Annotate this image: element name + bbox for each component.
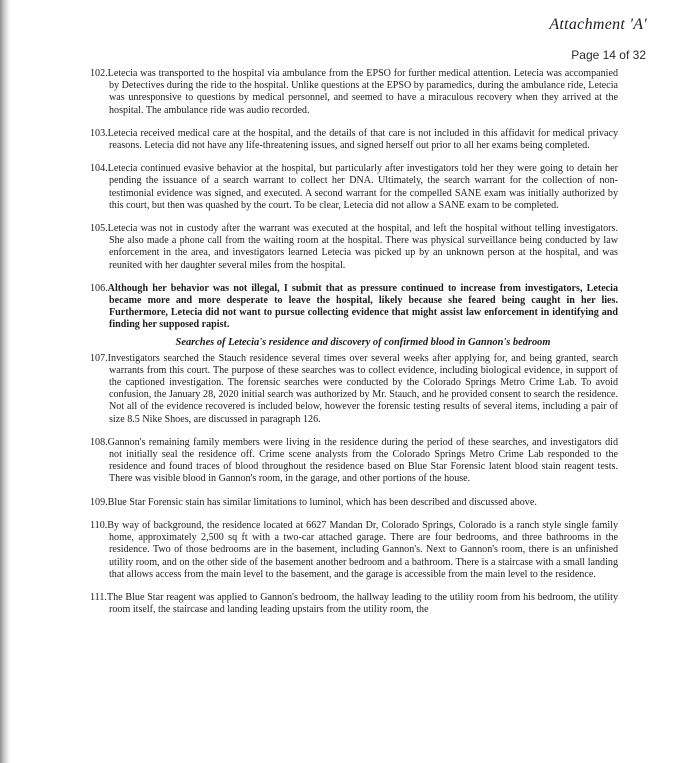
paragraph-number: 102. <box>90 68 108 79</box>
scan-page-edge <box>0 0 10 763</box>
attachment-label: Attachment 'A' <box>549 16 647 33</box>
paragraph-111 <box>90 592 618 616</box>
paragraph-number: 106. <box>90 282 108 294</box>
paragraph-108 <box>90 437 618 486</box>
paragraph-text: Although her behavior was not illegal, I submit that as pressure continued to increase from investigators, Letecia became more and more desperate to leave the hospital, likely because she feared being caught in her lies. Furthermore, Letecia did not want to pursue collecting evidence that might assist law enforcement in identifying and finding her supposed rapist. <box>107 282 618 331</box>
paragraph-105 <box>90 223 618 272</box>
paragraph-109 <box>90 497 618 509</box>
paragraph-number: 111. <box>90 591 107 603</box>
paragraph-text: Gannon's remaining family members were living in the residence during the period of these searches, and investigators did not initially seal the residence off. Crime scene analysts from the Colorado Springs Metro Crime Lab responded to the residence and found traces of blood throughout the residence based on Blue Star Forensic latent blood stain reagent tests. There was visible blood in Gannon's room, in the garage, and other portions of the house. <box>107 436 618 485</box>
paragraph-110 <box>90 520 618 581</box>
section-heading: Searches of Letecia's residence and discovery of confirmed blood in Gannon's bedroom <box>175 336 551 348</box>
paragraph-number: 108. <box>90 436 108 448</box>
paragraph-text: Letecia was transported to the hospital via ambulance from the EPSO for further medical attention. Letecia was accompanied by Detectives during the ride to the hospital. Unlike questions at the EPSO by paramedics, during the ambulance ride, Letecia was unresponsive to questions by medical personnel, and seemed to have a miraculous recovery when they arrived at the hospital. The ambulance ride was audio recorded. <box>107 68 618 116</box>
paragraph-104 <box>90 163 618 212</box>
page-number: Page 14 of 32 <box>571 48 646 62</box>
paragraph-text: By way of background, the residence located at 6627 Mandan Dr, Colorado Springs, Colorado is a ranch style single family home, approximately 2,500 sq ft with a two-car attached garage. There are four bedrooms, and three bathrooms in the residence. Two of those bedrooms are in the basement, including Gannon's. Next to Gannon's room, there is an unfinished utility room, and on the other side of the basement another bedroom and a bathroom. There is a staircase with a small landing that allows access from the main level to the basement, and the garage is accessible from the main level to the residence. <box>107 519 618 580</box>
paragraph-107 <box>90 353 618 426</box>
document-body <box>90 68 618 627</box>
paragraph-text: Blue Star Forensic stain has similar limitations to luminol, which has been described and discussed above. <box>107 496 537 508</box>
paragraph-number: 104. <box>90 163 108 175</box>
paragraph-number: 105. <box>90 223 108 235</box>
paragraph-number: 109. <box>90 496 108 508</box>
paragraph-number: 103. <box>90 127 108 139</box>
paragraph-number: 107. <box>90 352 108 364</box>
paragraph-text: Investigators searched the Stauch residence several times over several weeks after applying for, and being granted, search warrants from this court. The purpose of these searches was to collect evidence, including biological evidence, in support of the captioned investigation. The forensic searches were conducted by the Colorado Springs Metro Crime Lab. To avoid confusion, the January 28, 2020 initial search was authorized by Mr. Stauch, and he provided consent to search the residence. Not all of the evidence recovered is included below, however the forensic testing results of several items, including a pair of size 8.5 Nike Shoes, are discussed in paragraph 126. <box>107 352 618 425</box>
paragraph-103 <box>90 128 618 152</box>
paragraph-102 <box>90 68 618 117</box>
paragraph-text: Letecia continued evasive behavior at the hospital, but particularly after investigators told her they were going to detain her pending the issuance of a search warrant to collect her DNA. Ultimately, the search warrant for the collection of non-testimonial evidence was signed, and executed. A second warrant for the compelled SANE exam was initially authorized by this court, but then was quashed by the court. To be clear, Letecia did not allow a SANE exam to be completed. <box>107 163 618 211</box>
paragraph-text: Letecia was not in custody after the warrant was executed at the hospital, and left the hospital without telling investigators. She also made a phone call from the waiting room at the hospital. There was physical surveillance being conducted by law enforcement in the area, and investigators learned Letecia was picked up by an unknown person at the hospital, and was reunited with her daughter several miles from the hospital. <box>107 223 618 271</box>
paragraph-106 <box>90 283 618 332</box>
paragraph-text: Letecia received medical care at the hospital, and the details of that care is not included in this affidavit for medical privacy reasons. Letecia did not have any life-threatening issues, and signed herself out prior to all her exams being completed. <box>107 127 618 152</box>
paragraph-text: The Blue Star reagent was applied to Gannon's bedroom, the hallway leading to the utility room from his bedroom, the utility room itself, the staircase and landing leading upstairs from the utility room, the <box>106 591 618 616</box>
paragraph-number: 110. <box>90 519 108 531</box>
